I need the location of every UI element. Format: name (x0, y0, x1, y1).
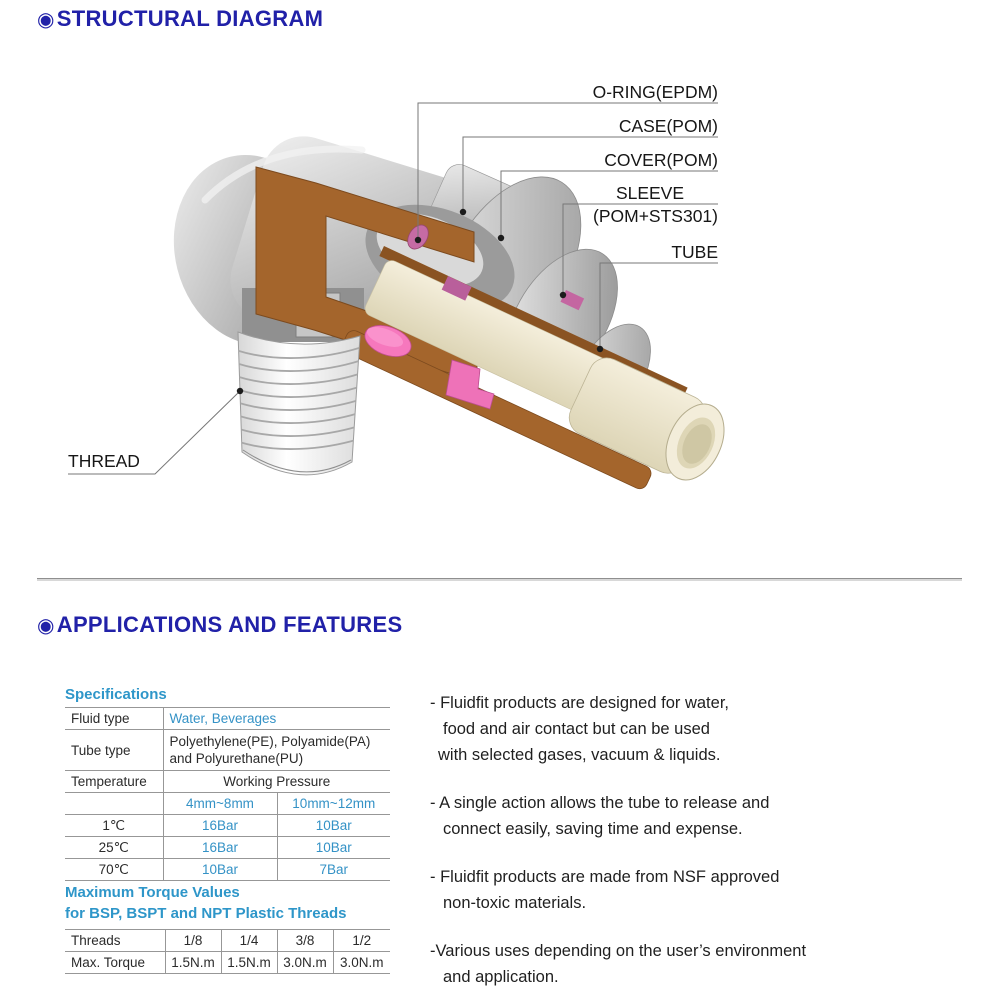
fluid-type-value: Water, Beverages (163, 708, 390, 730)
label-thread: THREAD (68, 451, 140, 471)
feature-line: food and air contact but can be used (443, 720, 710, 738)
working-pressure-label: Working Pressure (163, 771, 390, 793)
max-torque-label: Max. Torque (65, 952, 165, 974)
section-title-text: APPLICATIONS AND FEATURES (56, 612, 403, 637)
tube-type-label: Tube type (65, 730, 163, 771)
feature-line: non-toxic materials. (443, 894, 587, 912)
specifications-table (65, 707, 390, 881)
table-row (65, 708, 390, 730)
thread-size: 1/8 (165, 930, 221, 952)
tube-type-value: Polyethylene(PE), Polyamide(PA) and Polyurethane(PU) (163, 730, 390, 771)
feature-item (430, 690, 910, 768)
section-title-text: STRUCTURAL DIAGRAM (56, 6, 324, 31)
table-row (65, 952, 390, 974)
feature-item (430, 790, 910, 842)
feature-line: -Various uses depending on the user’s environment (430, 942, 807, 960)
threads-label: Threads (65, 930, 165, 952)
pressure-small: 10Bar (163, 859, 277, 881)
torque-heading-line2: for BSP, BSPT and NPT Plastic Threads (65, 905, 347, 922)
feature-line: with selected gases, vacuum & liquids. (438, 746, 721, 764)
section-title-structural-diagram (37, 6, 323, 32)
table-row (65, 815, 390, 837)
torque-value: 1.5N.m (165, 952, 221, 974)
table-row (65, 837, 390, 859)
torque-table (65, 929, 390, 974)
thread-size: 1/2 (333, 930, 390, 952)
thread-size: 3/8 (277, 930, 333, 952)
label-sleeve: SLEEVE (615, 183, 685, 203)
feature-item (430, 864, 910, 916)
label-case: CASE(POM) (618, 116, 718, 136)
feature-item (430, 938, 910, 990)
feature-line: - Fluidfit products are designed for water, (430, 694, 729, 712)
pressure-large: 10Bar (277, 837, 390, 859)
size-col-large: 10mm~12mm (277, 793, 390, 815)
label-tube: TUBE (671, 242, 718, 262)
pressure-large: 10Bar (277, 815, 390, 837)
temperature-label: Temperature (65, 771, 163, 793)
table-row (65, 730, 390, 771)
fluid-type-label: Fluid type (65, 708, 163, 730)
label-oring: O-RING(EPDM) (592, 82, 718, 102)
section-bullet-icon: ◉ (37, 8, 55, 31)
structural-diagram (0, 50, 1000, 570)
feature-line: - A single action allows the tube to release and (430, 794, 770, 812)
section-divider (37, 578, 962, 581)
pressure-large: 7Bar (277, 859, 390, 881)
temp-value: 70℃ (65, 859, 163, 881)
table-row (65, 859, 390, 881)
thread-stem (236, 332, 362, 475)
table-row (65, 793, 390, 815)
feature-line: and application. (443, 968, 559, 986)
features-list (430, 690, 910, 1000)
feature-line: connect easily, saving time and expense. (443, 820, 743, 838)
label-sleeve-material: (POM+STS301) (593, 206, 718, 226)
pressure-small: 16Bar (163, 815, 277, 837)
label-cover: COVER(POM) (604, 150, 718, 170)
section-title-applications-features (37, 612, 402, 638)
size-col-small: 4mm~8mm (163, 793, 277, 815)
table-row (65, 771, 390, 793)
specifications-heading: Specifications (65, 686, 167, 703)
temp-value: 25℃ (65, 837, 163, 859)
torque-heading-line1: Maximum Torque Values (65, 884, 240, 901)
pressure-small: 16Bar (163, 837, 277, 859)
table-row (65, 930, 390, 952)
torque-value: 3.0N.m (277, 952, 333, 974)
temp-value: 1℃ (65, 815, 163, 837)
torque-heading (65, 882, 346, 924)
section-bullet-icon: ◉ (37, 614, 55, 637)
torque-value: 1.5N.m (221, 952, 277, 974)
feature-line: - Fluidfit products are made from NSF approved (430, 868, 780, 886)
thread-size: 1/4 (221, 930, 277, 952)
empty-cell (65, 793, 163, 815)
torque-value: 3.0N.m (333, 952, 390, 974)
